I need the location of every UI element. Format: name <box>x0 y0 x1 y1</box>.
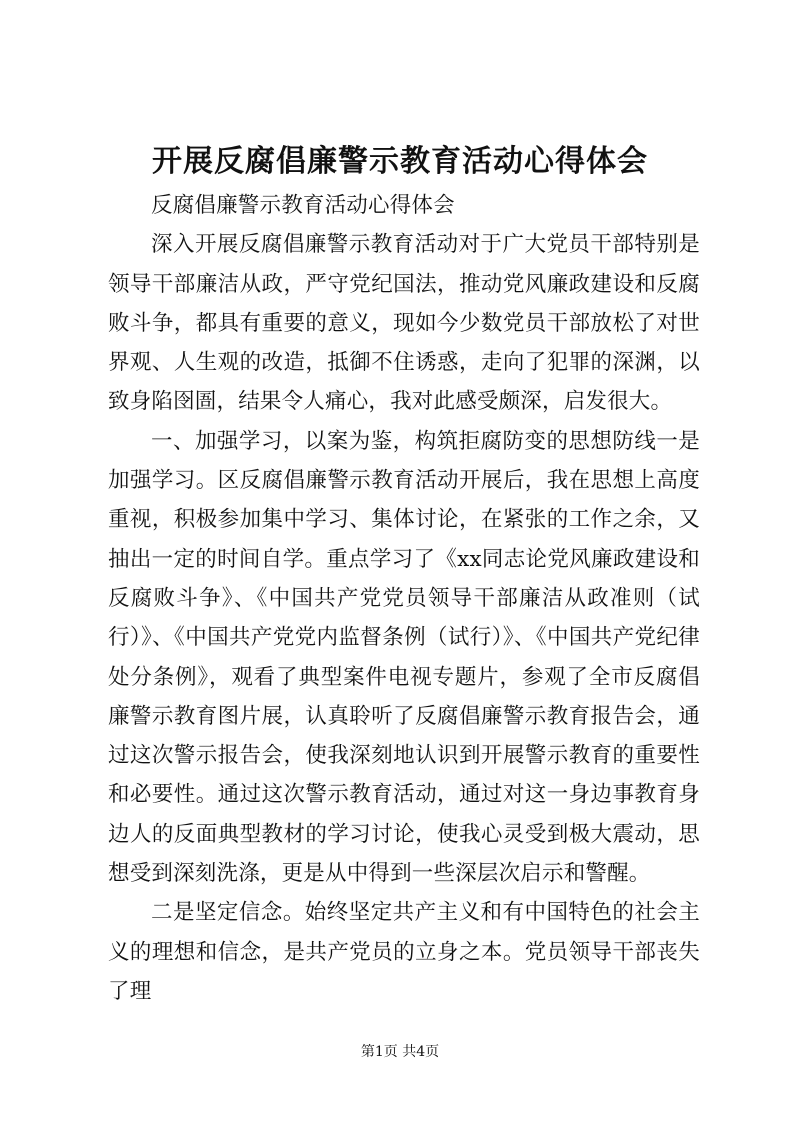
page-number-footer: 第1页 共4页 <box>360 1044 440 1060</box>
paragraph-intro: 深入开展反腐倡廉警示教育活动对于广大党员干部特别是领导干部廉洁从政，严守党纪国法，推动党风廉政建设和反腐败斗争，都具有重要的意义，现如今少数党员干部放松了对世界观、人生观的改造，抵御不住诱惑，走向了犯罪的深渊，以致身陷囹圄，结果令人痛心，我对此感受颇深，启发很大。 <box>108 232 700 415</box>
paragraph-section-one: 一、加强学习，以案为鉴，构筑拒腐防变的思想防线一是加强学习。区反腐倡廉警示教育活动开展后，我在思想上高度重视，积极参加集中学习、集体讨论，在紧张的工作之余，又抽出一定的时间自学。重点学习了《xx同志论党风廉政建设和反腐败斗争》、《中国共产党党员领导干部廉洁从政准则（试行）》、《中国共产党党内监督条例（试行）》、《中国共产党纪律处分条例》，观看了典型案件电视专题片，参观了全市反腐倡廉警示教育图片展，认真聆听了反腐倡廉警示教育报告会，通过这次警示报告会，使我深刻地认识到开展警示教育的重要性和必要性。通过这次警示教育活动，通过对这一身边事教育身边人的反面典型教材的学习讨论，使我心灵受到极大震动，思想受到深刻洗涤，更是从中得到一些深层次启示和警醒。 <box>108 428 700 887</box>
subtitle-paragraph: 反腐倡廉警示教育活动心得体会 <box>151 193 455 218</box>
document-body <box>108 186 700 1011</box>
document-title: 开展反腐倡廉警示教育活动心得体会 <box>152 144 648 179</box>
paragraph-belief: 二是坚定信念。始终坚定共产主义和有中国特色的社会主义的理想和信念，是共产党员的立身之本。党员领导干部丧失了理 <box>108 900 700 1004</box>
